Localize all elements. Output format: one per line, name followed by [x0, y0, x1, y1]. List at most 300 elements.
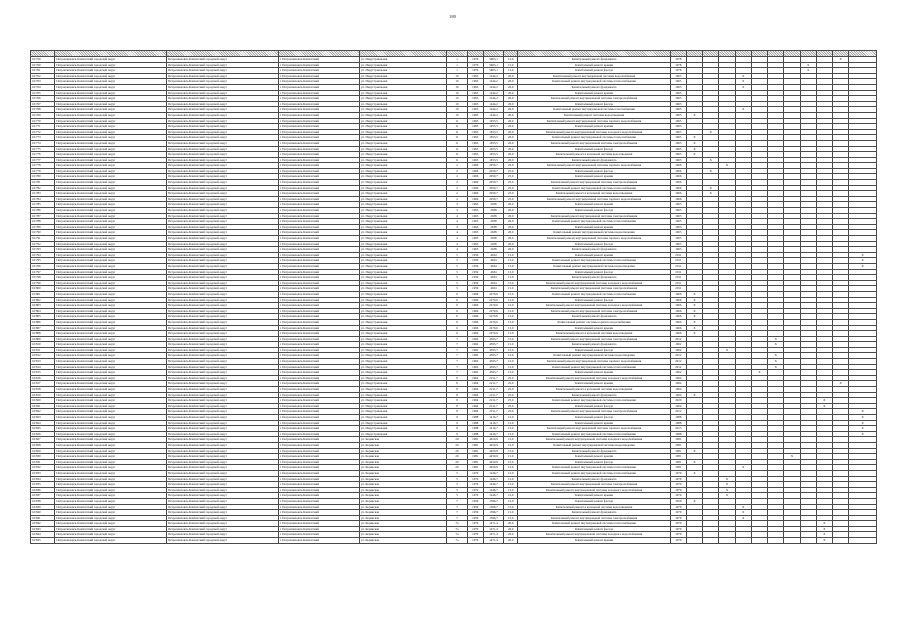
street-cell: ул. Индустриальная: [360, 191, 447, 197]
street-cell: ул. Индустриальная: [360, 431, 447, 437]
district-cell: Петропавловск-Камчатский городской округ: [55, 342, 167, 348]
house-number-cell: 9: [447, 426, 467, 432]
area-cell: 1471,4: [483, 521, 503, 527]
repair-period-cell: 1966: [670, 325, 686, 331]
district-cell: Петропавловск-Камчатский городской округ: [55, 375, 167, 381]
repair-work-cell: Капитальный ремонт фундамента: [518, 157, 670, 163]
build-year-cell: 1965: [467, 157, 483, 163]
house-number-cell: 4: [447, 213, 467, 219]
city-cell: г. Петропавловск-Камчатский: [278, 163, 359, 169]
year-mark-cell: X: [849, 258, 877, 264]
district-cell: Петропавловск-Камчатский городской округ: [55, 219, 167, 225]
repair-period-cell: 2011: [670, 258, 686, 264]
house-number-cell: 2: [447, 185, 467, 191]
row-number-cell: 16/796: [31, 263, 55, 269]
area-cell: 2270,6: [483, 297, 503, 303]
repair-work-cell: Капитальный ремонт внутридомовой системы холодного водоснабжения: [518, 437, 670, 443]
municipality-cell: Петропавловск-Камчатский городской округ: [167, 420, 279, 426]
area-cell: 1396,7: [483, 510, 503, 516]
repair-period-cell: 1965: [670, 247, 686, 253]
row-number-cell: 16/779: [31, 168, 55, 174]
registry-sheet: [30, 50, 877, 544]
row-number-cell: 16/789: [31, 224, 55, 230]
district-cell: Петропавловск-Камчатский городской округ: [55, 521, 167, 527]
build-year-cell: 1981: [467, 459, 483, 465]
build-year-cell: 1962: [467, 364, 483, 370]
year-mark-cell: X: [833, 57, 849, 63]
repair-work-cell: Капитальный ремонт фундамента: [518, 448, 670, 454]
district-cell: Петропавловск-Камчатский городской округ: [55, 314, 167, 320]
wear-cell: 25,0: [504, 387, 518, 393]
area-cell: 1653,5: [483, 118, 503, 124]
municipality-cell: Петропавловск-Камчатский городской округ: [167, 342, 279, 348]
district-cell: Петропавловск-Камчатский городской округ: [55, 286, 167, 292]
repair-work-cell: Капитальный ремонт фасада: [518, 68, 670, 74]
municipality-cell: Петропавловск-Камчатский городской округ: [167, 96, 279, 102]
wear-cell: 20,0: [504, 107, 518, 113]
row-number-cell: 16/839: [31, 504, 55, 510]
row-number-cell: 16/774: [31, 140, 55, 146]
row-number-cell: 16/809: [31, 336, 55, 342]
year-mark-cell: X: [816, 538, 832, 544]
district-cell: Петропавловск-Камчатский городской округ: [55, 68, 167, 74]
build-year-cell: 1965: [467, 101, 483, 107]
year-mark-cell: X: [768, 359, 784, 365]
build-year-cell: 1962: [467, 353, 483, 359]
house-number-cell: 8: [447, 398, 467, 404]
district-cell: Петропавловск-Камчатский городской округ: [55, 325, 167, 331]
area-cell: 1416,7: [483, 431, 503, 437]
city-cell: г. Петропавловск-Камчатский: [278, 96, 359, 102]
row-number-cell: 16/827: [31, 437, 55, 443]
house-number-cell: 5: [447, 476, 467, 482]
row-number-cell: 16/778: [31, 163, 55, 169]
year-mark-cell: X: [816, 526, 832, 532]
repair-period-cell: 1965: [670, 208, 686, 214]
year-mark-cell: X: [719, 487, 735, 493]
build-year-cell: 1988: [467, 415, 483, 421]
area-cell: 1246,7: [483, 470, 503, 476]
district-cell: Петропавловск-Камчатский городской округ: [55, 426, 167, 432]
repair-work-cell: Капитальный ремонт системы горячего водоснабжения: [518, 319, 670, 325]
municipality-cell: Петропавловск-Камчатский городской округ: [167, 140, 279, 146]
house-number-cell: 7: [447, 364, 467, 370]
city-cell: г. Петропавловск-Камчатский: [278, 73, 359, 79]
city-cell: г. Петропавловск-Камчатский: [278, 526, 359, 532]
row-number-cell: 16/792: [31, 241, 55, 247]
build-year-cell: 1979: [467, 482, 483, 488]
district-cell: Петропавловск-Камчатский городской округ: [55, 135, 167, 141]
wear-cell: 15,0: [504, 269, 518, 275]
year-mark-cell: X: [816, 521, 832, 527]
area-cell: 4450,9: [483, 465, 503, 471]
area-cell: 2638: [483, 247, 503, 253]
city-cell: г. Петропавловск-Камчатский: [278, 275, 359, 281]
build-year-cell: 1959: [467, 515, 483, 521]
repair-work-cell: Капитальный ремонт фасада: [518, 241, 670, 247]
year-mark-cell: X: [816, 398, 832, 404]
wear-cell: 20,0: [504, 90, 518, 96]
build-year-cell: 1959: [467, 504, 483, 510]
row-number-cell: 16/760: [31, 62, 55, 68]
build-year-cell: 1962: [467, 370, 483, 376]
district-cell: Петропавловск-Камчатский городской округ: [55, 303, 167, 309]
repair-period-cell: 2011: [670, 263, 686, 269]
area-cell: 4593,7: [483, 336, 503, 342]
repair-period-cell: 1965: [670, 84, 686, 90]
municipality-cell: Петропавловск-Камчатский городской округ: [167, 482, 279, 488]
city-cell: г. Петропавловск-Камчатский: [278, 280, 359, 286]
city-cell: г. Петропавловск-Камчатский: [278, 498, 359, 504]
build-year-cell: 1966: [467, 308, 483, 314]
city-cell: г. Петропавловск-Камчатский: [278, 146, 359, 152]
district-cell: Петропавловск-Камчатский городской округ: [55, 454, 167, 460]
wear-cell: 20,0: [504, 208, 518, 214]
area-cell: 1244,2: [483, 90, 503, 96]
district-cell: Петропавловск-Камчатский городской округ: [55, 146, 167, 152]
district-cell: Петропавловск-Камчатский городской округ: [55, 532, 167, 538]
street-cell: ул. Индустриальная: [360, 174, 447, 180]
district-cell: Петропавловск-Камчатский городской округ: [55, 465, 167, 471]
city-cell: г. Петропавловск-Камчатский: [278, 465, 359, 471]
municipality-cell: Петропавловск-Камчатский городской округ: [167, 280, 279, 286]
district-cell: Петропавловск-Камчатский городской округ: [55, 152, 167, 158]
repair-work-cell: Капитальный ремонт внутридомовой системы водоотведения: [518, 353, 670, 359]
repair-period-cell: 1981: [670, 459, 686, 465]
row-number-cell: 16/769: [31, 112, 55, 118]
street-cell: ул. Индустриальная: [360, 163, 447, 169]
year-mark-cell: X: [849, 431, 877, 437]
repair-work-cell: Капитальный ремонт крыши: [518, 62, 670, 68]
repair-period-cell: 1979: [670, 487, 686, 493]
city-cell: г. Петропавловск-Камчатский: [278, 431, 359, 437]
municipality-cell: Петропавловск-Камчатский городской округ: [167, 403, 279, 409]
city-cell: г. Петропавловск-Камчатский: [278, 90, 359, 96]
municipality-cell: Петропавловск-Камчатский городской округ: [167, 375, 279, 381]
wear-cell: 25,0: [504, 381, 518, 387]
wear-cell: 20,0: [504, 521, 518, 527]
repair-period-cell: 2011: [670, 280, 686, 286]
area-cell: 4593,7: [483, 370, 503, 376]
repair-work-cell: Капитальный ремонт крыши: [518, 420, 670, 426]
area-cell: 1653,5: [483, 140, 503, 146]
repair-work-cell: Капитальный ремонт крыши: [518, 224, 670, 230]
street-cell: ул. Индустриальная: [360, 62, 447, 68]
build-year-cell: 1965: [467, 152, 483, 158]
repair-work-cell: Капитальный ремонт фасада: [518, 347, 670, 353]
build-year-cell: 1965: [467, 202, 483, 208]
municipality-cell: Петропавловск-Камчатский городской округ: [167, 202, 279, 208]
build-year-cell: 1979: [467, 487, 483, 493]
house-number-cell: 7: [447, 515, 467, 521]
area-cell: 2211,7: [483, 398, 503, 404]
row-number-cell: 16/795: [31, 258, 55, 264]
district-cell: Петропавловск-Камчатский городской округ: [55, 364, 167, 370]
municipality-cell: Петропавловск-Камчатский городской округ: [167, 504, 279, 510]
build-year-cell: 1965: [467, 224, 483, 230]
table-row: [31, 538, 877, 544]
repair-work-cell: Капитальный ремонт внутридомовой системы водоотведения: [518, 263, 670, 269]
wear-cell: 15,0: [504, 437, 518, 443]
municipality-cell: Петропавловск-Камчатский городской округ: [167, 252, 279, 258]
repair-period-cell: 1965: [670, 157, 686, 163]
district-cell: Петропавловск-Камчатский городской округ: [55, 319, 167, 325]
repair-period-cell: 1965: [670, 146, 686, 152]
year-mark-cell: X: [719, 163, 735, 169]
repair-period-cell: 1979: [670, 504, 686, 510]
house-number-cell: 2: [447, 191, 467, 197]
row-number-cell: 16/814: [31, 364, 55, 370]
year-mark-cell: [686, 538, 702, 544]
municipality-cell: Петропавловск-Камчатский городской округ: [167, 174, 279, 180]
street-cell: ул. Корякская: [360, 476, 447, 482]
city-cell: г. Петропавловск-Камчатский: [278, 291, 359, 297]
street-cell: ул. Индустриальная: [360, 140, 447, 146]
street-cell: ул. Корякская: [360, 532, 447, 538]
year-mark-cell: X: [800, 62, 816, 68]
wear-cell: 20,0: [504, 96, 518, 102]
repair-period-cell: 1979: [670, 532, 686, 538]
area-cell: 2050,7: [483, 191, 503, 197]
repair-period-cell: 1959: [670, 498, 686, 504]
street-cell: ул. Корякская: [360, 454, 447, 460]
municipality-cell: Петропавловск-Камчатский городской округ: [167, 347, 279, 353]
repair-work-cell: Капитальный ремонт фундамента: [518, 247, 670, 253]
house-number-cell: 7: [447, 342, 467, 348]
municipality-cell: Петропавловск-Камчатский городской округ: [167, 269, 279, 275]
street-cell: ул. Корякская: [360, 504, 447, 510]
district-cell: Петропавловск-Камчатский городской округ: [55, 403, 167, 409]
area-cell: 2211,7: [483, 375, 503, 381]
city-cell: г. Петропавловск-Камчатский: [278, 442, 359, 448]
wear-cell: 20,0: [504, 135, 518, 141]
house-number-cell: 5: [447, 286, 467, 292]
wear-cell: 25,0: [504, 196, 518, 202]
municipality-cell: Петропавловск-Камчатский городской округ: [167, 107, 279, 113]
repair-period-cell: 1965: [670, 118, 686, 124]
municipality-cell: Петропавловск-Камчатский городской округ: [167, 308, 279, 314]
build-year-cell: 1981: [467, 454, 483, 460]
area-cell: 1653,5: [483, 157, 503, 163]
repair-work-cell: Капитальный ремонт фундамента: [518, 275, 670, 281]
repair-work-cell: Капитальный ремонт крыши: [518, 325, 670, 331]
year-mark-cell: X: [686, 146, 702, 152]
build-year-cell: 1959: [467, 252, 483, 258]
build-year-cell: 1966: [467, 291, 483, 297]
repair-work-cell: Капитальный ремонт в котельной системы водоотведения: [518, 191, 670, 197]
city-cell: г. Петропавловск-Камчатский: [278, 415, 359, 421]
row-number-cell: 16/790: [31, 230, 55, 236]
district-cell: Петропавловск-Камчатский городской округ: [55, 510, 167, 516]
district-cell: Петропавловск-Камчатский городской округ: [55, 163, 167, 169]
repair-period-cell: 1981: [670, 454, 686, 460]
repair-work-cell: Капитальный ремонт внутридомовой системы холодного водоснабжения: [518, 280, 670, 286]
municipality-cell: Петропавловск-Камчатский городской округ: [167, 498, 279, 504]
repair-period-cell: 1966: [670, 174, 686, 180]
year-mark-cell: X: [686, 140, 702, 146]
row-number-cell: 16/798: [31, 275, 55, 281]
area-cell: 2211,7: [483, 392, 503, 398]
municipality-cell: Петропавловск-Камчатский городской округ: [167, 135, 279, 141]
row-number-cell: 16/784: [31, 196, 55, 202]
municipality-cell: Петропавловск-Камчатский городской округ: [167, 57, 279, 63]
street-cell: ул. Индустриальная: [360, 331, 447, 337]
city-cell: г. Петропавловск-Камчатский: [278, 112, 359, 118]
street-cell: ул. Корякская: [360, 498, 447, 504]
repair-work-cell: Капитальный ремонт внутридомовой системы горячего водоснабжения: [518, 118, 670, 124]
municipality-cell: Петропавловск-Камчатский городской округ: [167, 196, 279, 202]
row-number-cell: 16/799: [31, 280, 55, 286]
area-cell: 2050,7: [483, 168, 503, 174]
area-cell: 1471,4: [483, 526, 503, 532]
street-cell: ул. Корякская: [360, 470, 447, 476]
street-cell: ул. Индустриальная: [360, 107, 447, 113]
street-cell: ул. Корякская: [360, 515, 447, 521]
wear-cell: 25,0: [504, 180, 518, 186]
year-mark-cell: X: [849, 263, 877, 269]
area-cell: 2638: [483, 241, 503, 247]
year-mark-cell: X: [703, 168, 719, 174]
house-number-cell: 7: [447, 504, 467, 510]
repair-period-cell: 1978: [670, 68, 686, 74]
district-cell: Петропавловск-Камчатский городской округ: [55, 420, 167, 426]
repair-period-cell: 1966: [670, 168, 686, 174]
municipality-cell: Петропавловск-Камчатский городской округ: [167, 515, 279, 521]
area-cell: 1416,7: [483, 415, 503, 421]
house-number-cell: 10: [447, 107, 467, 113]
area-cell: 1244,2: [483, 112, 503, 118]
repair-period-cell: 2011: [670, 275, 686, 281]
repair-work-cell: Капитальный ремонт внутридомовой системы теплоснабжения: [518, 470, 670, 476]
district-cell: Петропавловск-Камчатский городской округ: [55, 504, 167, 510]
repair-work-cell: Капитальный ремонт внутридомовой системы электроснабжения: [518, 482, 670, 488]
repair-work-cell: Капитальный ремонт внутридомовой системы электроснабжения: [518, 409, 670, 415]
repair-work-cell: Капитальный ремонт фасада: [518, 101, 670, 107]
street-cell: ул. Индустриальная: [360, 375, 447, 381]
wear-cell: 25,0: [504, 409, 518, 415]
build-year-cell: 1965: [467, 236, 483, 242]
repair-period-cell: 1965: [670, 112, 686, 118]
year-mark-cell: X: [768, 342, 784, 348]
area-cell: 1653,5: [483, 129, 503, 135]
repair-period-cell: 2012: [670, 364, 686, 370]
area-cell: 1396,7: [483, 515, 503, 521]
street-cell: ул. Индустриальная: [360, 353, 447, 359]
municipality-cell: Петропавловск-Камчатский городской округ: [167, 68, 279, 74]
city-cell: г. Петропавловск-Камчатский: [278, 521, 359, 527]
repair-period-cell: 1964: [670, 375, 686, 381]
repair-work-cell: Капитальный ремонт внутридомовой системы теплоснабжения: [518, 135, 670, 141]
house-number-cell: 4: [447, 230, 467, 236]
year-mark-cell: X: [768, 364, 784, 370]
year-mark-cell: X: [686, 135, 702, 141]
wear-cell: 15,0: [504, 325, 518, 331]
repair-work-cell: Капитальный ремонт внутридомовой системы электроснабжения: [518, 336, 670, 342]
district-cell: Петропавловск-Камчатский городской округ: [55, 493, 167, 499]
year-mark-cell: X: [686, 459, 702, 465]
wear-cell: 20,0: [504, 213, 518, 219]
repair-period-cell: 1965: [670, 124, 686, 130]
build-year-cell: 1965: [467, 118, 483, 124]
year-mark-cell: [735, 538, 751, 544]
street-cell: ул. Индустриальная: [360, 398, 447, 404]
district-cell: Петропавловск-Камчатский городской округ: [55, 129, 167, 135]
build-year-cell: 1965: [467, 241, 483, 247]
street-cell: ул. Индустриальная: [360, 185, 447, 191]
municipality-cell: Петропавловск-Камчатский городской округ: [167, 381, 279, 387]
district-cell: Петропавловск-Камчатский городской округ: [55, 538, 167, 544]
wear-cell: 20,0: [504, 152, 518, 158]
row-number-cell: 16/777: [31, 157, 55, 163]
street-cell: ул. Индустриальная: [360, 258, 447, 264]
repair-work-cell: Капитальный ремонт фасада: [518, 297, 670, 303]
wear-cell: 15,0: [504, 57, 518, 63]
municipality-cell: Петропавловск-Камчатский городской округ: [167, 275, 279, 281]
district-cell: Петропавловск-Камчатский городской округ: [55, 84, 167, 90]
municipality-cell: Петропавловск-Камчатский городской округ: [167, 387, 279, 393]
district-cell: Петропавловск-Камчатский городской округ: [55, 308, 167, 314]
house-number-cell: 11: [447, 152, 467, 158]
city-cell: г. Петропавловск-Камчатский: [278, 191, 359, 197]
repair-work-cell: Капитальный ремонт внутридомовой системы теплоснабжения: [518, 521, 670, 527]
build-year-cell: 1981: [467, 465, 483, 471]
city-cell: г. Петропавловск-Камчатский: [278, 387, 359, 393]
house-number-cell: 1: [447, 62, 467, 68]
year-mark-cell: X: [735, 107, 751, 113]
repair-period-cell: 1979: [670, 470, 686, 476]
row-number-cell: 16/764: [31, 84, 55, 90]
house-number-cell: 6: [447, 319, 467, 325]
repair-work-cell: Капитальный ремонт в котельной системы водоотведения: [518, 152, 670, 158]
municipality-cell: Петропавловск-Камчатский городской округ: [167, 442, 279, 448]
repair-period-cell: 1988: [670, 420, 686, 426]
city-cell: г. Петропавловск-Камчатский: [278, 62, 359, 68]
municipality-cell: Петропавловск-Камчатский городской округ: [167, 118, 279, 124]
row-number-cell: 16/821: [31, 403, 55, 409]
year-mark-cell: X: [768, 336, 784, 342]
city-cell: г. Петропавловск-Камчатский: [278, 319, 359, 325]
year-mark-cell: X: [686, 152, 702, 158]
year-mark-cell: X: [703, 157, 719, 163]
district-cell: Петропавловск-Камчатский городской округ: [55, 96, 167, 102]
city-cell: г. Петропавловск-Камчатский: [278, 515, 359, 521]
city-cell: г. Петропавловск-Камчатский: [278, 152, 359, 158]
repair-work-cell: Капитальный ремонт внутридомовой системы электроснабжения: [518, 515, 670, 521]
row-number-cell: 16/820: [31, 398, 55, 404]
house-number-cell: 7: [447, 370, 467, 376]
district-cell: Петропавловск-Камчатский городской округ: [55, 392, 167, 398]
wear-cell: 15,0: [504, 493, 518, 499]
build-year-cell: 1964: [467, 398, 483, 404]
repair-period-cell: 1966: [670, 308, 686, 314]
municipality-cell: Петропавловск-Камчатский городской округ: [167, 258, 279, 264]
wear-cell: 15,0: [504, 347, 518, 353]
street-cell: ул. Индустриальная: [360, 381, 447, 387]
repair-work-cell: Капитальный ремонт фасада: [518, 415, 670, 421]
wear-cell: 15,0: [504, 62, 518, 68]
area-cell: 2270,6: [483, 325, 503, 331]
build-year-cell: 1966: [467, 319, 483, 325]
area-cell: 2638: [483, 213, 503, 219]
build-year-cell: 1965: [467, 208, 483, 214]
wear-cell: 15,0: [504, 263, 518, 269]
district-cell: Петропавловск-Камчатский городской округ: [55, 437, 167, 443]
repair-period-cell: 1965: [670, 73, 686, 79]
municipality-cell: Петропавловск-Камчатский городской округ: [167, 79, 279, 85]
row-number-cell: 16/844: [31, 532, 55, 538]
wear-cell: 25,0: [504, 185, 518, 191]
row-number-cell: 16/807: [31, 325, 55, 331]
